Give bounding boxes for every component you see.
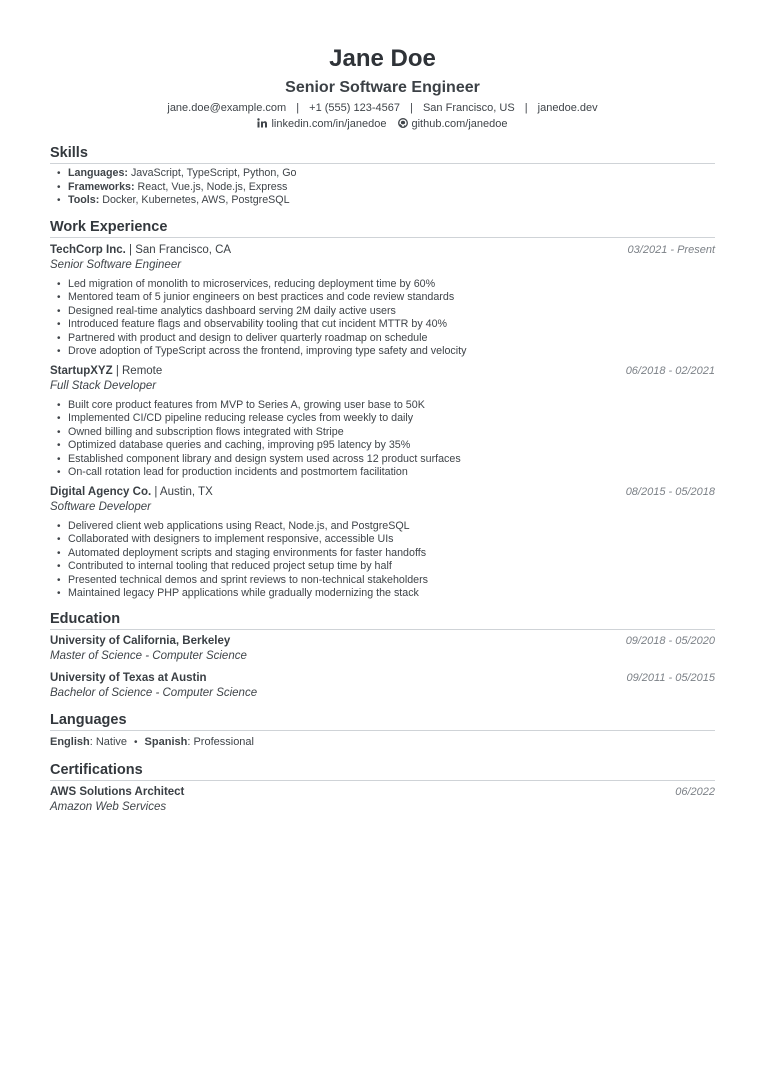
location-text: San Francisco, US: [422, 102, 515, 114]
bullet-item: • Presented technical demos and sprint reviews to non-technical stakeholders: [68, 574, 715, 588]
contact-line: [50, 101, 715, 115]
job-header-row: [50, 243, 715, 258]
certification-issuer: Amazon Web Services: [50, 800, 167, 813]
skill-category: Tools:: [68, 194, 100, 206]
job-bullets: [50, 399, 715, 480]
education-header-row: [50, 634, 715, 649]
bullet-item: • Partnered with product and design to deliver quarterly roadmap on schedule: [68, 332, 715, 346]
skill-item: [68, 194, 715, 208]
skills-section: [50, 145, 715, 208]
job-company-line: [50, 243, 231, 258]
certification-line: [50, 785, 184, 800]
education-section: [50, 611, 715, 700]
profile-links: [50, 117, 715, 131]
skill-values: React, Vue.js, Node.js, Express: [134, 180, 288, 193]
job-entry: [50, 485, 715, 601]
school-name: University of California, Berkeley: [50, 634, 231, 647]
bullet-item: • Drove adoption of TypeScript across the frontend, improving type safety and velocity: [68, 345, 715, 359]
linkedin-icon: [257, 118, 267, 128]
bullet-item: • Mentored team of 5 junior engineers on best practices and code review standards: [68, 291, 715, 305]
job-date: 03/2021 - Present: [627, 243, 715, 256]
bullet-item: • Optimized database queries and caching, improving p95 latency by 35%: [68, 439, 715, 453]
job-bullets: [50, 520, 715, 601]
bullet-item: • Maintained legacy PHP applications while gradually modernizing the stack: [68, 587, 715, 601]
job-company-line: [50, 485, 213, 500]
school-name: University of Texas at Austin: [50, 671, 207, 684]
section-title-certifications: Certifications: [50, 762, 715, 781]
languages-line: [50, 735, 715, 750]
job-header-row: [50, 364, 715, 379]
bullet-item: • Designed real-time analytics dashboard serving 2M daily active users: [68, 305, 715, 319]
bullet-item: • Delivered client web applications using React, Node.js, and PostgreSQL: [68, 520, 715, 534]
skill-values: JavaScript, TypeScript, Python, Go: [127, 167, 297, 179]
section-title-experience: Work Experience: [50, 219, 715, 238]
section-title-skills: Skills: [50, 145, 715, 164]
job-bullets: [50, 278, 715, 359]
certification-entry: [50, 785, 715, 814]
job-role: Senior Software Engineer: [50, 258, 182, 271]
skill-item: [68, 167, 715, 181]
experience-section: [50, 219, 715, 601]
language-name: English: [50, 735, 90, 748]
job-location: | Austin, TX: [151, 485, 213, 498]
skill-values: Docker, Kubernetes, AWS, PostgreSQL: [99, 194, 290, 206]
website-link[interactable]: janedoe.dev: [537, 102, 598, 114]
languages-section: [50, 712, 715, 750]
language-level: : Native: [89, 735, 128, 748]
education-date: 09/2011 - 05/2015: [626, 671, 715, 684]
education-header-row: [50, 671, 715, 686]
email-link[interactable]: jane.doe@example.com: [167, 102, 287, 114]
company-name: Digital Agency Co.: [50, 485, 152, 498]
bullet-item: • Implemented CI/CD pipeline reducing release cycles from weekly to daily: [68, 412, 715, 426]
bullet-item: • Automated deployment scripts and staging environments for faster handoffs: [68, 547, 715, 561]
certification-name: AWS Solutions Architect: [50, 785, 185, 798]
language-name: Spanish: [144, 735, 188, 748]
bullet-item: • Collaborated with designers to implement responsive, accessible UIs: [68, 533, 715, 547]
resume-header: [50, 44, 715, 131]
language-level: : Professional: [187, 735, 254, 748]
job-entry: [50, 243, 715, 359]
job-entry: [50, 364, 715, 480]
job-header-row: [50, 485, 715, 500]
degree: Bachelor of Science - Computer Science: [50, 686, 258, 699]
github-link[interactable]: [398, 117, 508, 131]
bullet-separator: •: [134, 736, 138, 748]
bullet-item: • On-call rotation lead for production incidents and postmortem facilitation: [68, 466, 715, 480]
certification-header-row: [50, 785, 715, 800]
education-entry: [50, 671, 715, 700]
job-date: 06/2018 - 02/2021: [625, 364, 715, 377]
certification-date: 06/2022: [675, 785, 715, 798]
skill-category: Languages:: [68, 167, 128, 179]
separator: |: [410, 102, 413, 114]
job-date: 08/2015 - 05/2018: [625, 485, 715, 498]
bullet-item: • Built core product features from MVP to Series A, growing user base to 50K: [68, 399, 715, 413]
linkedin-link[interactable]: [257, 117, 386, 131]
job-location: | Remote: [112, 364, 163, 377]
section-title-languages: Languages: [50, 712, 715, 731]
person-name: Jane Doe: [329, 45, 436, 72]
bullet-item: • Established component library and design system used across 12 product surfaces: [68, 453, 715, 467]
education-entry: [50, 634, 715, 663]
job-location: | San Francisco, CA: [125, 243, 232, 256]
bullet-item: • Contributed to internal tooling that reduced project setup time by half: [68, 560, 715, 574]
separator: |: [296, 102, 300, 114]
skills-list: [50, 167, 715, 208]
bullet-item: • Led migration of monolith to microservices, reducing deployment time by 60%: [68, 278, 715, 292]
github-icon: [398, 118, 408, 128]
job-role: Software Developer: [50, 500, 151, 513]
bullet-item: • Owned billing and subscription flows integrated with Stripe: [68, 426, 715, 440]
section-title-education: Education: [50, 611, 715, 630]
skill-category: Frameworks:: [68, 180, 135, 193]
job-company-line: [50, 364, 162, 379]
separator: |: [524, 102, 528, 114]
company-name: TechCorp Inc.: [50, 243, 126, 256]
bullet-item: • Introduced feature flags and observability tooling that cut incident MTTR by 40%: [68, 318, 715, 332]
github-text: github.com/janedoe: [411, 118, 508, 130]
degree: Master of Science - Computer Science: [50, 649, 247, 662]
job-role: Full Stack Developer: [50, 379, 157, 392]
skill-item: [68, 181, 715, 195]
certifications-section: [50, 762, 715, 814]
school-line: [50, 671, 207, 686]
education-date: 09/2018 - 05/2020: [625, 634, 715, 647]
school-line: [50, 634, 230, 649]
phone-link[interactable]: +1 (555) 123-4567: [309, 102, 400, 114]
company-name: StartupXYZ: [50, 364, 113, 377]
linkedin-text: linkedin.com/in/janedoe: [271, 118, 387, 130]
job-title: Senior Software Engineer: [285, 79, 480, 96]
